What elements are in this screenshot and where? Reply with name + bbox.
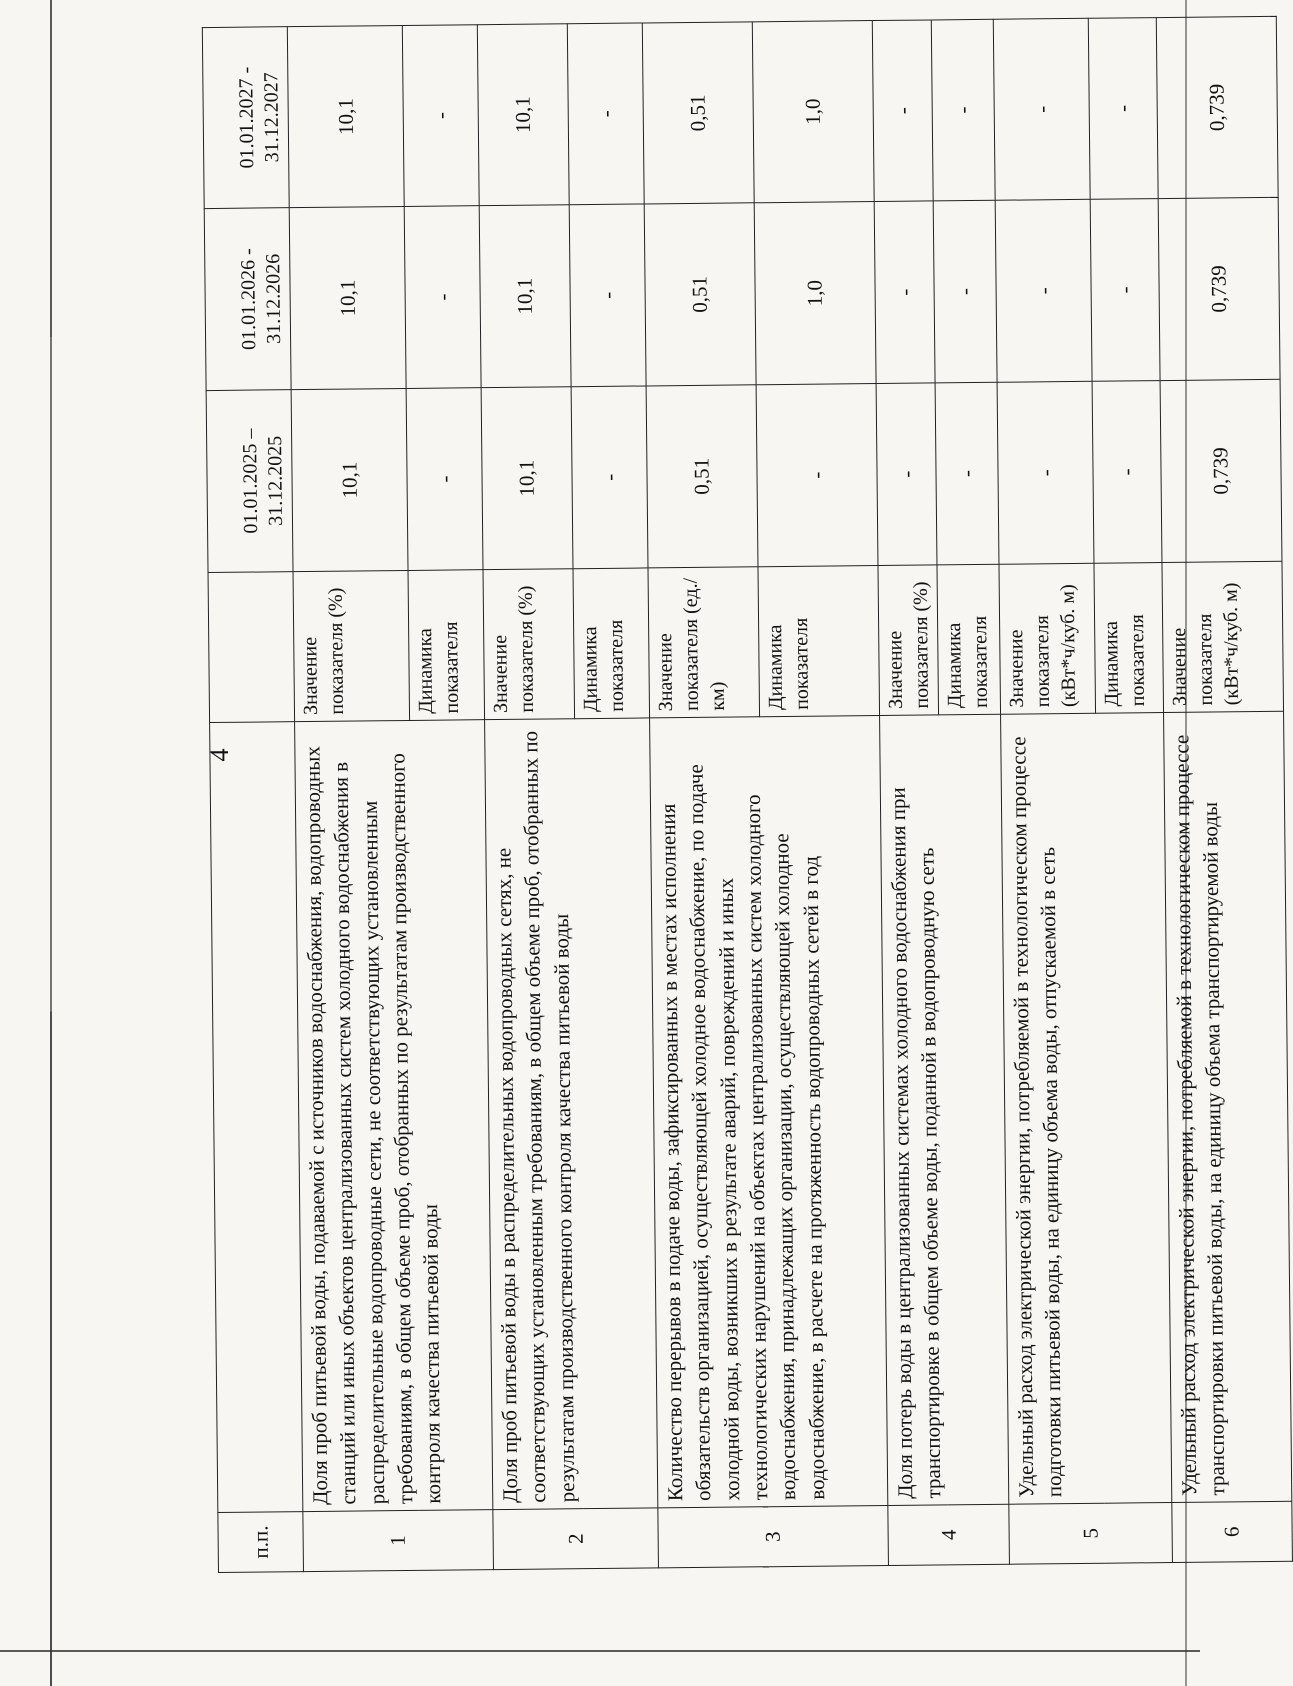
scan-edge-left (50, 0, 52, 1686)
value-cell: - (997, 381, 1094, 564)
page-number: 4 (205, 748, 234, 762)
value-cell: - (1088, 18, 1158, 200)
value-cell: 10,1 (481, 387, 573, 570)
row-number-cell: 6 (1172, 1501, 1293, 1562)
value-cell: - (567, 23, 644, 205)
header-period-cell: 01.01.2027 - 31.12.2027 (202, 27, 289, 209)
value-cell: 0,739 (1160, 379, 1282, 562)
indicator-type-cell: Динамика показателя (1094, 563, 1164, 714)
value-cell: - (406, 388, 483, 571)
indicator-name-cell: Доля потерь воды в централизованных системах холодного водоснабжения при транспортировке в общем объеме воды, поданной в водопроводную сеть (880, 714, 1009, 1505)
table-row (477, 24, 583, 1570)
indicator-type-cell: Значение показателя (%) (878, 565, 939, 716)
row-number-cell: 4 (888, 1504, 1010, 1565)
indicator-type-cell: Динамика показателя (937, 564, 1001, 715)
value-cell: 10,1 (287, 25, 404, 207)
value-cell: - (933, 200, 997, 383)
rotated-sheet (202, 3, 1245, 1573)
header-num-cell: п.п. (218, 1512, 304, 1573)
header-row (202, 27, 303, 1573)
scan-edge-bottom (0, 1650, 1200, 1652)
value-cell: - (872, 20, 933, 202)
value-cell: 1,0 (752, 21, 874, 203)
indicator-name-cell: Удельный расход электрической энергии, потребляемой в технологическом процессе транспортировки питьевой воды, на единицу объема транспортируемой воды (1164, 711, 1292, 1502)
value-cell: 10,1 (291, 388, 408, 571)
row-number-cell: 1 (303, 1510, 494, 1572)
indicator-type-cell: Динамика показателя (573, 568, 650, 719)
indicator-name-cell: Удельный расход электрической энергии, потребляемой в технологическом процессе подготовки питьевой воды, на единицу объема воды, отпускаемой в сеть (1001, 713, 1172, 1505)
indicator-type-cell: Значение показателя (кВт*ч/куб. м) (1162, 561, 1284, 712)
header-period-cell: 01.01.2026 - 31.12.2026 (204, 208, 291, 391)
indicator-name-cell: Доля проб питьевой воды, подаваемой с источников водоснабжения, водопроводных станций или иных объектов централизованных систем холодного водоснабжения в распределительные водопроводные сети, не соответствующих установленным требованиям, в общем объеме проб, отобранных по результатам производственного контроля качества питьевой воды (295, 720, 493, 1512)
row-number-cell: 5 (1009, 1503, 1173, 1565)
table-row (287, 25, 418, 1571)
header-period-cell: 01.01.2025 – 31.12.2025 (206, 390, 293, 573)
row-number-cell: 3 (658, 1505, 889, 1567)
value-cell: - (931, 19, 995, 201)
value-cell: - (993, 18, 1090, 200)
value-cell: 10,1 (479, 205, 571, 388)
value-cell: 10,1 (289, 206, 406, 389)
value-cell: - (569, 204, 646, 387)
value-cell: 1,0 (754, 202, 876, 385)
table-row (1156, 16, 1292, 1562)
indicators-table (202, 16, 1293, 1573)
value-cell: 0,51 (646, 385, 758, 568)
value-cell: - (756, 384, 878, 567)
header-name-cell (210, 722, 303, 1513)
value-cell: - (404, 206, 481, 389)
value-cell: - (874, 201, 935, 384)
value-cell: - (571, 386, 648, 569)
value-cell: 10,1 (477, 24, 569, 206)
value-cell: - (1092, 381, 1162, 564)
indicator-type-cell: Динамика показателя (758, 566, 880, 717)
table-row (993, 18, 1104, 1564)
indicator-type-cell: Значение показателя (ед./км) (648, 567, 760, 718)
value-cell: - (1090, 199, 1160, 382)
value-cell: - (402, 25, 479, 207)
value-cell: - (935, 382, 999, 565)
value-cell: - (995, 199, 1092, 382)
value-cell: - (876, 383, 937, 566)
header-type-cell (208, 572, 295, 723)
row-number-cell: 2 (493, 1508, 659, 1570)
table-body (287, 16, 1292, 1571)
indicator-type-cell: Значение показателя (кВт*ч/куб. м) (999, 563, 1096, 714)
indicator-type-cell: Значение показателя (%) (293, 570, 410, 721)
indicator-type-cell: Динамика показателя (408, 570, 485, 721)
indicator-name-cell: Количество перерывов в подаче воды, зафиксированных в местах исполнения обязательств организацией, осуществляющей холодное водоснабжение, по подаче холодной воды, возникших в результате аварий, повреждений и иных технологических нарушений на объектах централизованных систем холодного водоснабжения, принадлежащих организации, осуществляющей холодное водоснабжение, в расчете на протяженность водопроводных сетей в год (650, 716, 888, 1508)
value-cell: 0,51 (644, 203, 756, 386)
table-row (642, 22, 768, 1568)
value-cell: 0,739 (1156, 16, 1278, 198)
value-cell: 0,51 (642, 22, 754, 204)
indicator-type-cell: Значение показателя (%) (483, 569, 575, 720)
value-cell: 0,739 (1158, 197, 1280, 380)
indicator-name-cell: Доля проб питьевой воды в распределительных водопроводных сетях, не соответствующих установленным требованиям, в общем объеме проб, отобранных по результатам производственного контроля качества питьевой воды (485, 718, 658, 1510)
